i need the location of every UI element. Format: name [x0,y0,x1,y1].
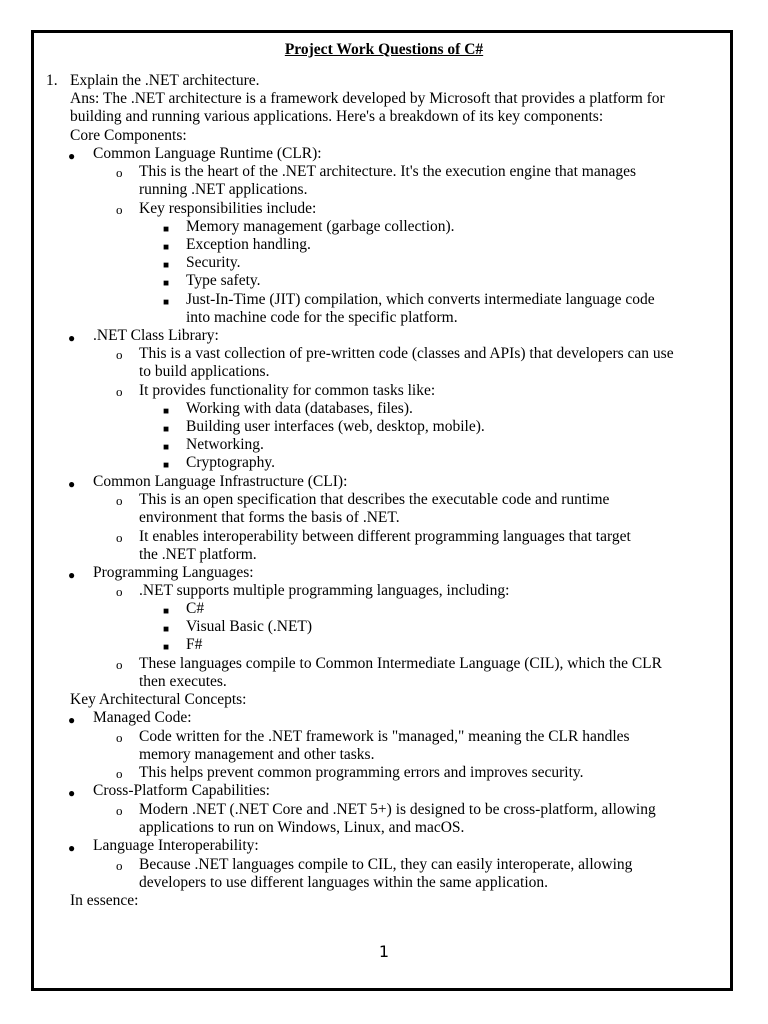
list-item-text: These languages compile to Common Intermediate Language (CIL), which the CLR [139,655,662,672]
list-item-text: This helps prevent common programming errors and improves security. [139,764,584,781]
bullet-dot-icon: ● [68,841,76,855]
bullet-square-icon: ■ [163,606,170,617]
list-item-text: C# [186,600,205,617]
list-item-text: Memory management (garbage collection). [186,218,455,235]
bullet-circle-icon: o [116,657,123,672]
bullet-dot-icon: ● [68,477,76,491]
bullet-circle-icon: o [116,384,123,399]
list-item-text: Working with data (databases, files). [186,400,413,417]
list-item-text: Cryptography. [186,454,275,471]
list-item-heading: Programming Languages: [93,564,254,581]
bullet-square-icon: ■ [163,424,170,435]
bullet-circle-icon: o [116,347,123,362]
list-item-text: into machine code for the specific platform. [186,309,458,326]
list-item-text: environment that forms the basis of .NET. [139,509,400,526]
document-title: Project Work Questions of C# [284,41,484,58]
list-item-text: memory management and other tasks. [139,746,375,763]
list-item-text: Visual Basic (.NET) [186,618,313,635]
bullet-dot-icon: ● [68,149,76,163]
bullet-dot-icon: ● [68,331,76,345]
bullet-square-icon: ■ [163,624,170,635]
list-item-text: then executes. [139,673,227,690]
list-item-heading: Language Interoperability: [93,837,259,854]
list-item-text: developers to use different languages within the same application. [139,874,549,891]
list-item-heading: Common Language Runtime (CLR): [93,145,322,162]
bullet-square-icon: ■ [163,460,170,471]
bullet-dot-icon: ● [68,568,76,582]
bullet-dot-icon: ● [68,713,76,727]
answer-line: building and running various applications. Here's a breakdown of its key components: [70,108,604,125]
bullet-circle-icon: o [116,584,123,599]
bullet-square-icon: ■ [163,224,170,235]
list-item-text: This is a vast collection of pre-written code (classes and APIs) that developers can use [139,345,674,362]
list-item-text: Security. [186,254,241,271]
list-item-text: F# [186,636,203,653]
list-item-text: Code written for the .NET framework is "managed," meaning the CLR handles [139,728,630,745]
bullet-circle-icon: o [116,202,123,217]
bullet-square-icon: ■ [163,260,170,271]
list-item-text: the .NET platform. [139,546,257,563]
bullet-square-icon: ■ [163,242,170,253]
list-item-text: It provides functionality for common tasks like: [139,382,436,399]
bullet-square-icon: ■ [163,642,170,653]
list-item-heading: Common Language Infrastructure (CLI): [93,473,348,490]
page-number: 1 [378,942,390,961]
list-item-text: Networking. [186,436,264,453]
bullet-square-icon: ■ [163,406,170,417]
list-item-text: .NET supports multiple programming languages, including: [139,582,510,599]
section-heading: Core Components: [70,127,187,144]
bullet-circle-icon: o [116,730,123,745]
bullet-circle-icon: o [116,803,123,818]
bullet-square-icon: ■ [163,442,170,453]
list-item-text: This is the heart of the .NET architecture. It's the execution engine that manages [139,163,637,180]
bullet-circle-icon: o [116,530,123,545]
list-item-text: to build applications. [139,363,270,380]
list-item-text: Key responsibilities include: [139,200,317,217]
bullet-circle-icon: o [116,858,123,873]
list-item-text: Building user interfaces (web, desktop, mobile). [186,418,485,435]
bullet-circle-icon: o [116,493,123,508]
list-item-text: Modern .NET (.NET Core and .NET 5+) is designed to be cross-platform, allowing [139,801,656,818]
section-heading: In essence: [70,892,139,909]
list-item-text: running .NET applications. [139,181,308,198]
bullet-dot-icon: ● [68,786,76,800]
answer-line: Ans: The .NET architecture is a framework developed by Microsoft that provides a platform for [70,90,665,107]
list-item-heading: Managed Code: [93,709,192,726]
question-number: 1. [46,72,58,89]
question-text: Explain the .NET architecture. [70,72,260,89]
section-heading: Key Architectural Concepts: [70,691,247,708]
list-item-text: Type safety. [186,272,261,289]
list-item-text: This is an open specification that describes the executable code and runtime [139,491,610,508]
list-item-text: Because .NET languages compile to CIL, they can easily interoperate, allowing [139,856,633,873]
bullet-circle-icon: o [116,165,123,180]
bullet-square-icon: ■ [163,278,170,289]
list-item-text: It enables interoperability between different programming languages that target [139,528,631,545]
list-item-text: applications to run on Windows, Linux, and macOS. [139,819,465,836]
bullet-square-icon: ■ [163,297,170,308]
list-item-text: Just-In-Time (JIT) compilation, which converts intermediate language code [186,291,655,308]
bullet-circle-icon: o [116,766,123,781]
list-item-text: Exception handling. [186,236,311,253]
list-item-heading: Cross-Platform Capabilities: [93,782,270,799]
list-item-heading: .NET Class Library: [93,327,219,344]
